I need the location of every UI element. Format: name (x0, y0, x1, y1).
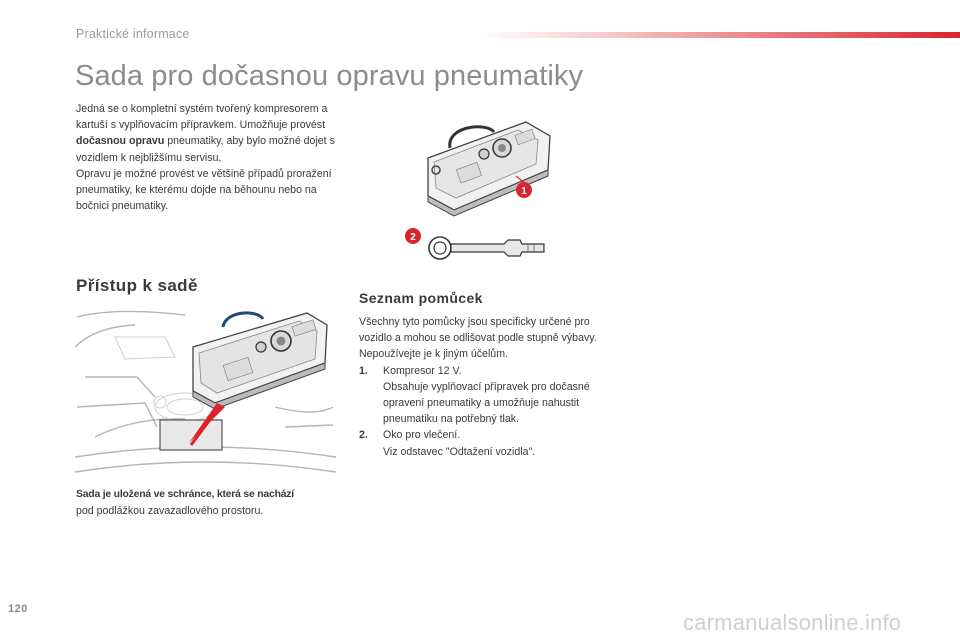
towing-eye-shape (429, 237, 544, 259)
caption-rest: pod podlážkou zavazadlového prostoru. (76, 505, 264, 517)
svg-text:2: 2 (410, 232, 416, 243)
page-title: Sada pro dočasnou opravu pneumatiky (75, 60, 584, 92)
compressor-shape (428, 122, 550, 216)
tools-list (359, 314, 621, 460)
list-item (359, 363, 621, 428)
photo-caption (76, 487, 338, 519)
repair-kit-illustration (398, 118, 564, 270)
svg-text:1: 1 (521, 186, 527, 197)
item-body (383, 363, 621, 428)
badge-2 (405, 228, 421, 244)
intro-part1: Jedná se o kompletní systém tvořený kompresorem a kartuší s vyplňovacím přípravkem. Umožňuje provést (76, 103, 328, 132)
tools-intro: Všechny tyto pomůcky jsou specificky určené pro vozidlo a mohou se odlišovat podle stupně výbavy. Nepoužívejte je k jiným účelům. (359, 316, 597, 361)
access-heading: Přístup k sadě (76, 276, 198, 295)
item-title: Kompresor 12 V. (383, 364, 462, 377)
item-text: Obsahuje vyplňovací přípravek pro dočasné opravení pneumatiky a umožňuje nahustit pneumatiku na potřebný tlak. (383, 380, 590, 426)
list-item (359, 427, 621, 459)
intro-text (76, 101, 336, 214)
page-number: 120 (8, 603, 28, 615)
intro-bold: dočasnou opravu (76, 135, 165, 148)
section-header: Praktické informace (76, 27, 190, 41)
header-accent-bar (480, 32, 960, 38)
intro-paragraph-2: Opravu je možné provést ve většině případů proražení pneumatiky, ke kterému dojde na běhounu nebo na bočnici pneumatiky. (76, 167, 332, 213)
tools-heading: Seznam pomůcek (359, 290, 483, 306)
intro-paragraph-1 (76, 101, 336, 166)
caption-bold: Sada je uložená ve schránce, která se nachází (76, 489, 294, 500)
badge-1 (516, 182, 532, 198)
trunk-photo (75, 307, 336, 482)
item-number: 1. (359, 364, 368, 377)
item-text: Viz odstavec "Odtažení vozidla". (383, 445, 536, 458)
item-title: Oko pro vlečení. (383, 429, 461, 442)
watermark: carmanualsonline.info (683, 610, 902, 635)
item-number: 2. (359, 429, 368, 442)
intro-part2: pneumatiky, aby bylo možné dojet s vozidlem k nejbližšímu servisu. (76, 135, 335, 164)
item-body (383, 427, 621, 459)
